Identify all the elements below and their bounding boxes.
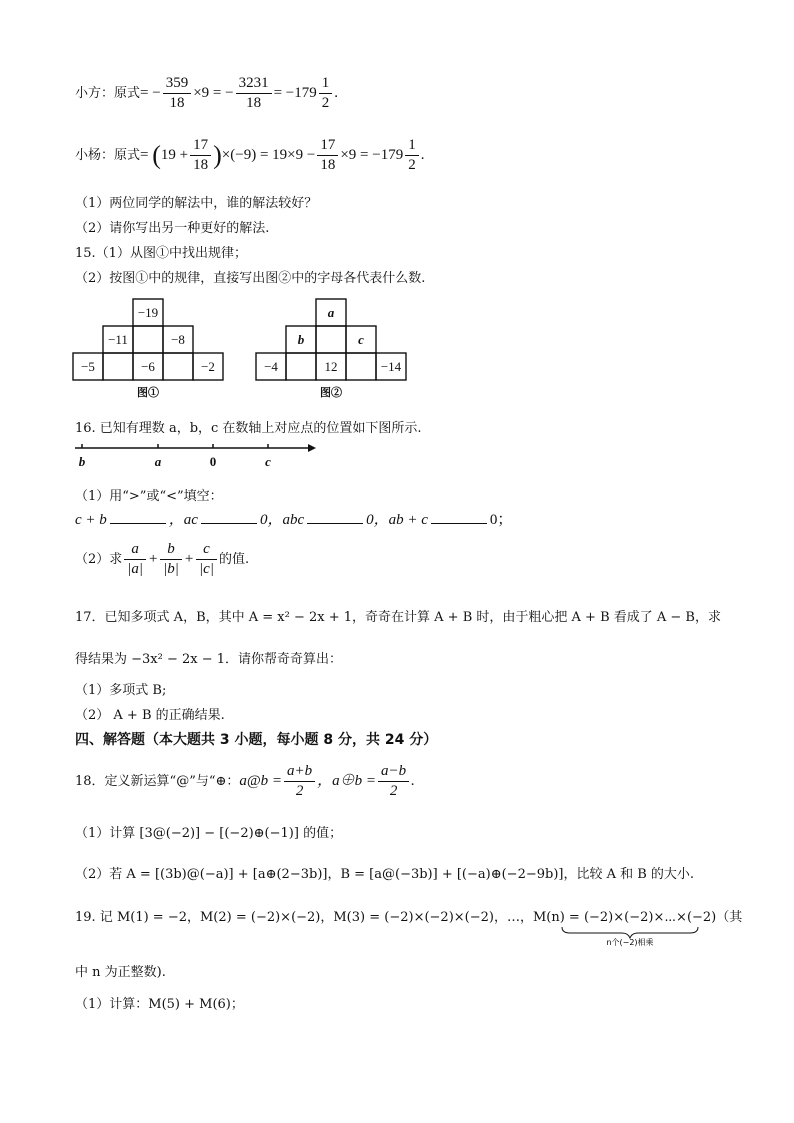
xiaofang-expression: = − $\frac{359}{18}$ ×9 = − $\frac{3231}{18}$ = −179 $\frac{1}{2}$ . [140, 75, 338, 111]
q16-sub1: （1）用“>”或“<”填空： [75, 489, 223, 504]
fig1-mid-right: −8 [171, 332, 185, 347]
fig2-bot-right: −14 [380, 359, 402, 374]
axis-label-a: a [154, 454, 162, 469]
q15-figures [70, 295, 430, 405]
fill-item-3: 0，abc [259, 512, 305, 528]
q15-sub2: （2）按图①中的规律，直接写出图②中的字母各代表什么数. [75, 271, 426, 286]
fig1-bot-right: −2 [201, 359, 215, 374]
q18-def-1: a@b = $\frac{a+b}{2}$ [239, 773, 317, 789]
axis-label-c: c [265, 454, 271, 469]
fig1-bot-mid: −6 [141, 359, 155, 374]
q17-sub1: （1）多项式 B; [75, 683, 167, 698]
fig2-bot-mid: 12 [324, 359, 338, 374]
q17-line2: 得结果为 −3x² − 2x − 1．请你帮奇奇算出： [75, 652, 343, 667]
q18-def-2: ，a⊕b = $\frac{a-b}{2}$ . [317, 763, 415, 799]
q16-stem: 16. 已知有理数 a，b，c 在数轴上对应点的位置如下图所示. [75, 421, 422, 436]
q16-fill-line [75, 508, 512, 529]
fig2-bot-left: −4 [264, 359, 278, 374]
q16-sub2-suffix: 的值. [218, 551, 250, 567]
fig2-mid-left: b [297, 332, 305, 347]
q18-stem-prefix: 18．定义新运算“@”与“⊕： [75, 773, 240, 789]
fill-item-1: c + b [75, 512, 107, 528]
q16-sub2-expression: $\frac{a}{|a|}$ + $\frac{b}{|b|}$ + $\frac{c}{|c|}$ [122, 551, 219, 567]
answer-blank-4[interactable] [431, 511, 487, 524]
section-4-heading: 四、解答题（本大题共 3 小题，每小题 8 分，共 24 分） [75, 732, 438, 748]
xiaoyang-label: 小杨：原式 [75, 147, 141, 163]
fig1-mid-left: −11 [108, 332, 128, 347]
answer-blank-3[interactable] [307, 511, 363, 524]
q16-sub2-prefix: （2）求 [75, 551, 123, 567]
fig1-top: −19 [137, 305, 159, 320]
q19-sub1: （1）计算：M(5) + M(6)； [75, 997, 244, 1012]
q19-line1: 19. 记 M(1) = −2，M(2) = (−2)×(−2)，M(3) = (−2)×(−2)×(−2)，…，M(n) = (−2)×(−2)×⋯×(−2)（其 [75, 910, 743, 925]
fill-item-4: 0，ab + c [366, 512, 428, 528]
q16-sub2 [75, 540, 249, 579]
q17-line1: 17．已知多项式 A，B，其中 A = x² − 2x + 1，奇奇在计算 A + B 时，由于粗心把 A + B 看成了 A − B，求 [75, 610, 721, 625]
brace-note: n个(−2)相乘 [606, 938, 654, 947]
q19-line2: 中 n 为正整数). [75, 965, 166, 980]
q15-stem: 15.（1）从图①中找出规律； [75, 246, 247, 261]
fig1-bot-left: −5 [81, 359, 95, 374]
axis-label-zero: 0 [209, 454, 217, 469]
xiaofang-label: 小方：原式 [75, 85, 141, 101]
q17-sub2: （2） A + B 的正确结果. [75, 708, 225, 723]
fill-item-5: 0； [489, 512, 513, 528]
q18-sub2: （2）若 A = [(3b)@(−a)] + [a⊕(2−3b)]，B = [a@(−3b)] + [(−a)⊕(−2−9b)]，比较 A 和 B 的大小. [75, 867, 695, 882]
q18-stem-line [75, 762, 415, 801]
number-line [70, 440, 330, 472]
q14-xiaoyang-line [75, 136, 424, 175]
axis-label-b: b [78, 454, 86, 469]
q14-sub2: （2）请你写出另一种更好的解法. [75, 221, 270, 236]
q19-underbrace [560, 925, 700, 947]
xiaoyang-expression: = (19 + $\frac{17}{18}$ )×(−9) = 19×9 − $\frac{17}{18}$ ×9 = −179 $\frac{1}{2}$ . [140, 137, 425, 173]
answer-blank-2[interactable] [201, 511, 257, 524]
fig2-mid-right: c [358, 332, 364, 347]
fig2-caption: 图② [320, 387, 342, 399]
q14-xiaofang-line [75, 74, 338, 113]
q14-sub1: （1）两位同学的解法中，谁的解法较好？ [75, 196, 318, 211]
fig1-caption: 图① [137, 387, 159, 399]
answer-blank-1[interactable] [110, 511, 166, 524]
fill-item-2: ，ac [168, 512, 198, 528]
fig2-top: a [327, 305, 335, 320]
q18-sub1: （1）计算 [3@(−2)] − [(−2)⊕(−1)] 的值； [75, 826, 343, 841]
